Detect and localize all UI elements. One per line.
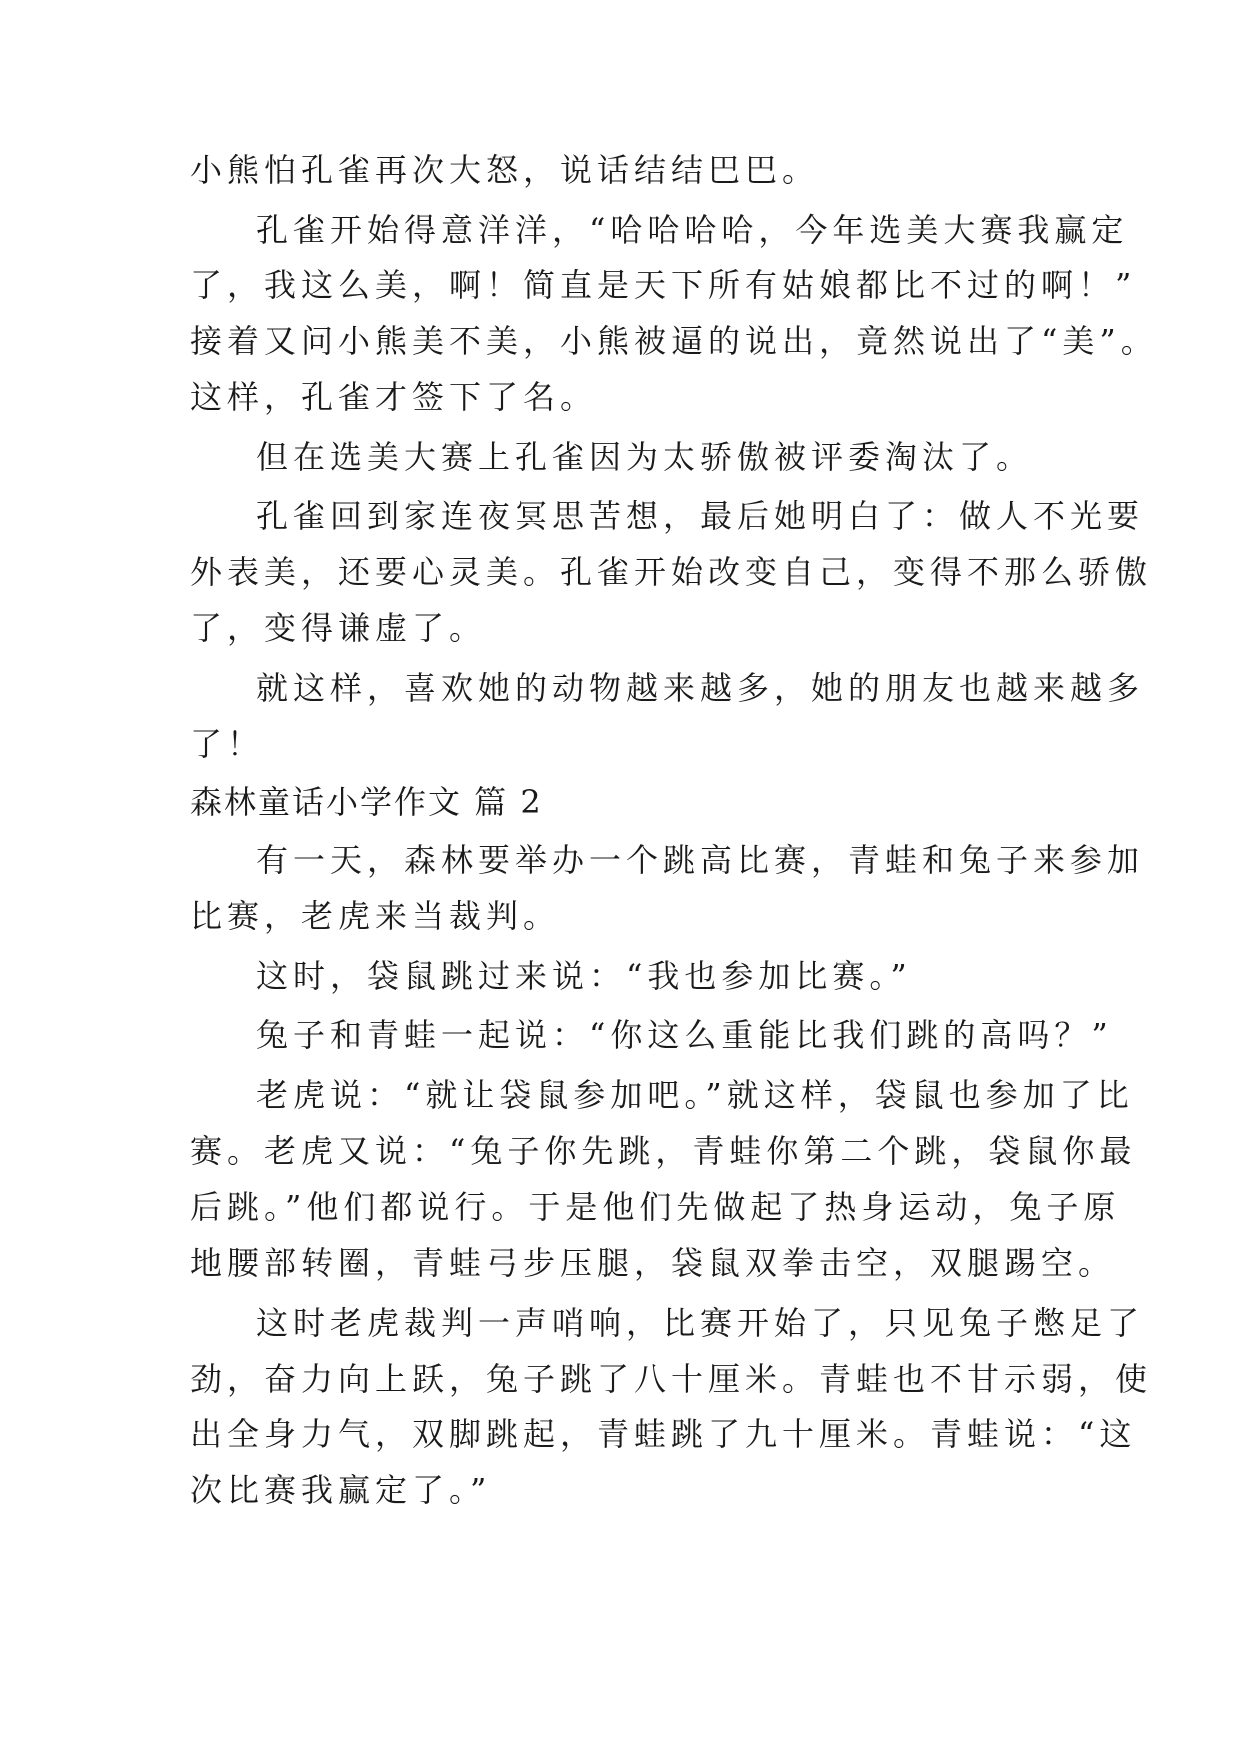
text-line: 出全身力气，双脚跳起，青蛙跳了九十厘米。青蛙说：“这 xyxy=(190,1415,1137,1453)
text-line: 外表美，还要心灵美。孔雀开始改变自己，变得不那么骄傲 xyxy=(190,553,1153,591)
text-line: 接着又问小熊美不美，小熊被逼的说出，竟然说出了“美”。 xyxy=(190,322,1158,360)
paragraph-start: 就这样，喜欢她的动物越来越多，她的朋友也越来越多 xyxy=(256,669,1145,707)
paragraph-start: 孔雀开始得意洋洋，“哈哈哈哈，今年选美大赛我赢定 xyxy=(256,211,1129,249)
text-line: 了，我这么美，啊！简直是天下所有姑娘都比不过的啊！” xyxy=(190,266,1137,304)
paragraph-start: 孔雀回到家连夜冥思苦想，最后她明白了：做人不光要 xyxy=(256,497,1145,535)
text-line: 后跳。”他们都说行。于是他们先做起了热身运动，兔子原 xyxy=(190,1188,1121,1226)
text-line: 小熊怕孔雀再次大怒，说话结结巴巴。 xyxy=(190,151,820,189)
paragraph-start: 有一天，森林要举办一个跳高比赛，青蛙和兔子来参加 xyxy=(256,841,1145,879)
text-line: 了，变得谦虚了。 xyxy=(190,609,487,647)
paragraph-start: 老虎说：“就让袋鼠参加吧。”就这样，袋鼠也参加了比 xyxy=(256,1076,1134,1114)
paragraph-start: 这时老虎裁判一声哨响，比赛开始了，只见兔子憋足了 xyxy=(256,1304,1145,1342)
paragraph-start: 但在选美大赛上孔雀因为太骄傲被评委淘汰了。 xyxy=(256,438,1034,476)
text-line: 地腰部转圈，青蛙弓步压腿，袋鼠双拳击空，双腿踢空。 xyxy=(190,1244,1116,1282)
text-line: 这样，孔雀才签下了名。 xyxy=(190,378,598,416)
section-heading: 森林童话小学作文 篇 2 xyxy=(190,783,543,821)
text-line: 次比赛我赢定了。” xyxy=(190,1471,492,1509)
text-line: 比赛，老虎来当裁判。 xyxy=(190,897,561,935)
text-line: 劲，奋力向上跃，兔子跳了八十厘米。青蛙也不甘示弱，使 xyxy=(190,1360,1153,1398)
paragraph-start: 兔子和青蛙一起说：“你这么重能比我们跳的高吗？” xyxy=(256,1016,1113,1054)
text-line: 赛。老虎又说：“兔子你先跳，青蛙你第二个跳，袋鼠你最 xyxy=(190,1132,1137,1170)
text-line: 了！ xyxy=(190,725,265,763)
paragraph-start: 这时，袋鼠跳过来说：“我也参加比赛。” xyxy=(256,957,912,995)
